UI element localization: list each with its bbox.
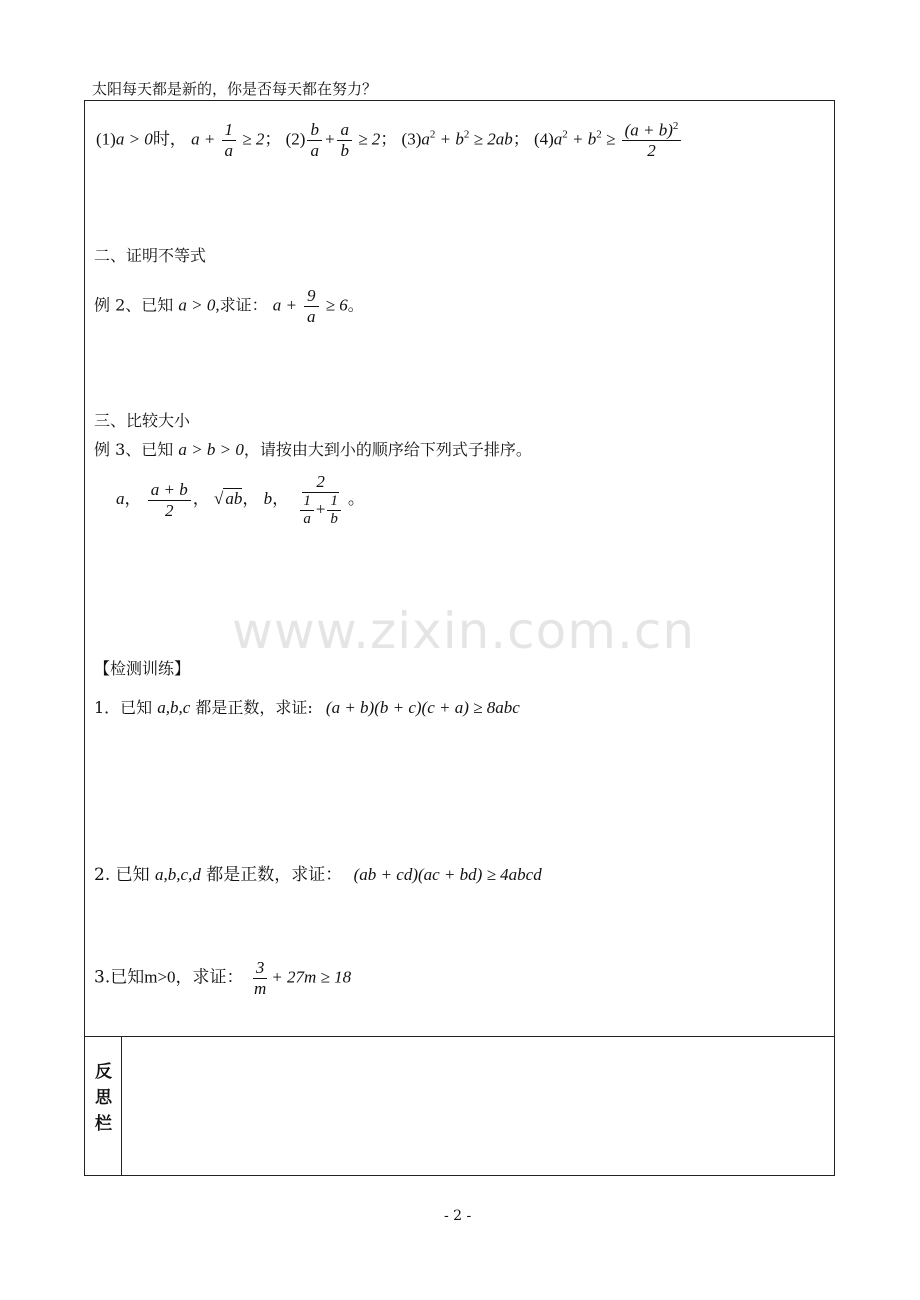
reflection-char-1: 反 bbox=[95, 1062, 112, 1082]
separator: ； bbox=[264, 129, 282, 149]
fraction-a-over-b bbox=[337, 120, 352, 160]
question-3 bbox=[94, 958, 351, 998]
reflection-char-3: 栏 bbox=[95, 1114, 112, 1134]
example-3 bbox=[94, 437, 532, 460]
period: 。 bbox=[347, 295, 364, 315]
fraction-arith-mean bbox=[148, 480, 191, 520]
reflection-label-cell bbox=[85, 1037, 122, 1175]
question-2 bbox=[94, 860, 542, 885]
reflection-box bbox=[84, 1036, 835, 1176]
item-b: b bbox=[263, 488, 273, 508]
label-2: (2) bbox=[285, 129, 306, 149]
frac-num: 1 bbox=[300, 493, 314, 511]
frac-den: a bbox=[303, 510, 311, 527]
frac-num: 3 bbox=[253, 958, 268, 979]
q3-cond: m>0 bbox=[144, 967, 176, 987]
fraction-harmonic-mean bbox=[295, 472, 346, 528]
expr-3a: a bbox=[421, 129, 430, 149]
expr-1a: a + bbox=[191, 129, 216, 149]
frac-num: b bbox=[307, 120, 322, 141]
fraction-b-over-a bbox=[307, 120, 322, 160]
example-2-expr-b: ≥ 6 bbox=[325, 295, 348, 315]
label-4: (4) bbox=[533, 129, 554, 149]
fraction-3-over-m bbox=[251, 958, 269, 998]
watermark: www.zixin.com.cn bbox=[232, 602, 696, 660]
prove-label: 求证： bbox=[219, 295, 268, 315]
frac-den: a bbox=[310, 140, 319, 160]
frac-den: a bbox=[224, 140, 234, 160]
q1-expr: (a + b)(b + c)(c + a) ≥ 8abc bbox=[325, 698, 520, 717]
expr-4a: a bbox=[553, 129, 563, 149]
comma: ， bbox=[124, 488, 142, 508]
inequality-line bbox=[96, 120, 683, 161]
q1-mid: 都是正数，求证: bbox=[195, 698, 313, 717]
comma: ， bbox=[272, 488, 290, 508]
frac-num-text: (a + b) bbox=[624, 120, 673, 140]
separator: ； bbox=[512, 129, 530, 149]
example-2 bbox=[94, 286, 364, 326]
example-2-expr-a: a + bbox=[272, 295, 297, 315]
example-3-instruction: ，请按由大到小的顺序给下列式子排序。 bbox=[243, 440, 532, 459]
section-3-title: 三、比较大小 bbox=[94, 411, 191, 430]
plus-sign: + bbox=[323, 129, 336, 149]
practice-title: 【检测训练】 bbox=[94, 659, 191, 678]
frac-num: 1 bbox=[327, 493, 341, 511]
page-number: - 2 - bbox=[444, 1208, 472, 1224]
frac-den: b bbox=[330, 510, 338, 527]
sqrt-sign: √ bbox=[213, 488, 224, 508]
q2-mid: 都是正数，求证： bbox=[206, 865, 343, 885]
sup-2: 2 bbox=[672, 120, 679, 132]
q1-prefix: 1．已知 bbox=[94, 698, 153, 717]
example-2-condition: a > 0, bbox=[178, 295, 220, 315]
fraction-1-over-b bbox=[327, 493, 341, 529]
fraction-9-over-a bbox=[304, 286, 319, 326]
q3-mid: ，求证： bbox=[175, 967, 244, 988]
separator: ； bbox=[380, 129, 398, 149]
frac-den: b bbox=[340, 140, 349, 160]
q2-vars: a,b,c,d bbox=[155, 865, 201, 884]
example-3-label: 例 3、已知 bbox=[94, 440, 174, 459]
fraction-1-over-a bbox=[222, 120, 237, 160]
sup-2: 2 bbox=[463, 128, 470, 141]
example-3-items bbox=[116, 472, 365, 528]
expr-4c: ≥ bbox=[601, 129, 616, 149]
expr-1b: ≥ 2 bbox=[242, 129, 265, 149]
q2-expr: (ab + cd)(ac + bd) ≥ 4abcd bbox=[353, 865, 542, 884]
sqrt-ab: ab bbox=[225, 488, 243, 508]
section-2-title: 二、证明不等式 bbox=[94, 246, 207, 265]
q3-prefix: 3.已知 bbox=[94, 967, 145, 988]
frac-num: a bbox=[337, 120, 352, 141]
comma: ， bbox=[192, 488, 210, 508]
expr-3b: + b bbox=[435, 129, 464, 149]
frac-num: a + b bbox=[148, 480, 191, 501]
q3-expr: + 27m ≥ 18 bbox=[271, 967, 352, 987]
plus-sign: + bbox=[315, 499, 326, 519]
main-content-box bbox=[84, 100, 835, 1036]
header-motto: 太阳每天都是新的，你是否每天都在努力？ bbox=[92, 80, 378, 98]
frac-den: 2 bbox=[164, 500, 174, 520]
q2-prefix: 2. 已知 bbox=[94, 865, 150, 885]
frac-den: a bbox=[307, 306, 316, 326]
reflection-char-2: 思 bbox=[95, 1088, 112, 1108]
shi-text: 时， bbox=[152, 129, 187, 149]
comma: ， bbox=[242, 488, 260, 508]
expr-3c: ≥ 2ab bbox=[469, 129, 513, 149]
frac-num bbox=[622, 120, 682, 141]
example-3-condition: a > b > 0 bbox=[178, 440, 244, 459]
expr-2b: ≥ 2 bbox=[358, 129, 381, 149]
frac-num: 9 bbox=[304, 286, 319, 307]
frac-den bbox=[295, 493, 346, 529]
item-a: a bbox=[116, 488, 125, 508]
cond-1: a > 0 bbox=[115, 129, 153, 149]
sup-2: 2 bbox=[596, 128, 602, 141]
sup-2: 2 bbox=[562, 128, 568, 141]
question-1 bbox=[94, 695, 520, 718]
frac-den: m bbox=[253, 978, 267, 998]
frac-num: 1 bbox=[222, 120, 237, 141]
label-3: (3) bbox=[401, 129, 422, 149]
fraction-square-over-2 bbox=[622, 120, 682, 161]
example-2-label: 例 2、已知 bbox=[94, 295, 174, 315]
frac-den: 2 bbox=[647, 141, 656, 161]
q1-vars: a,b,c bbox=[157, 698, 191, 717]
label-1: (1) bbox=[96, 129, 116, 149]
frac-num: 2 bbox=[302, 472, 339, 493]
fraction-1-over-a bbox=[300, 493, 314, 529]
sup-2: 2 bbox=[429, 128, 436, 141]
period: 。 bbox=[347, 488, 365, 508]
expr-4b: + b bbox=[567, 129, 597, 149]
